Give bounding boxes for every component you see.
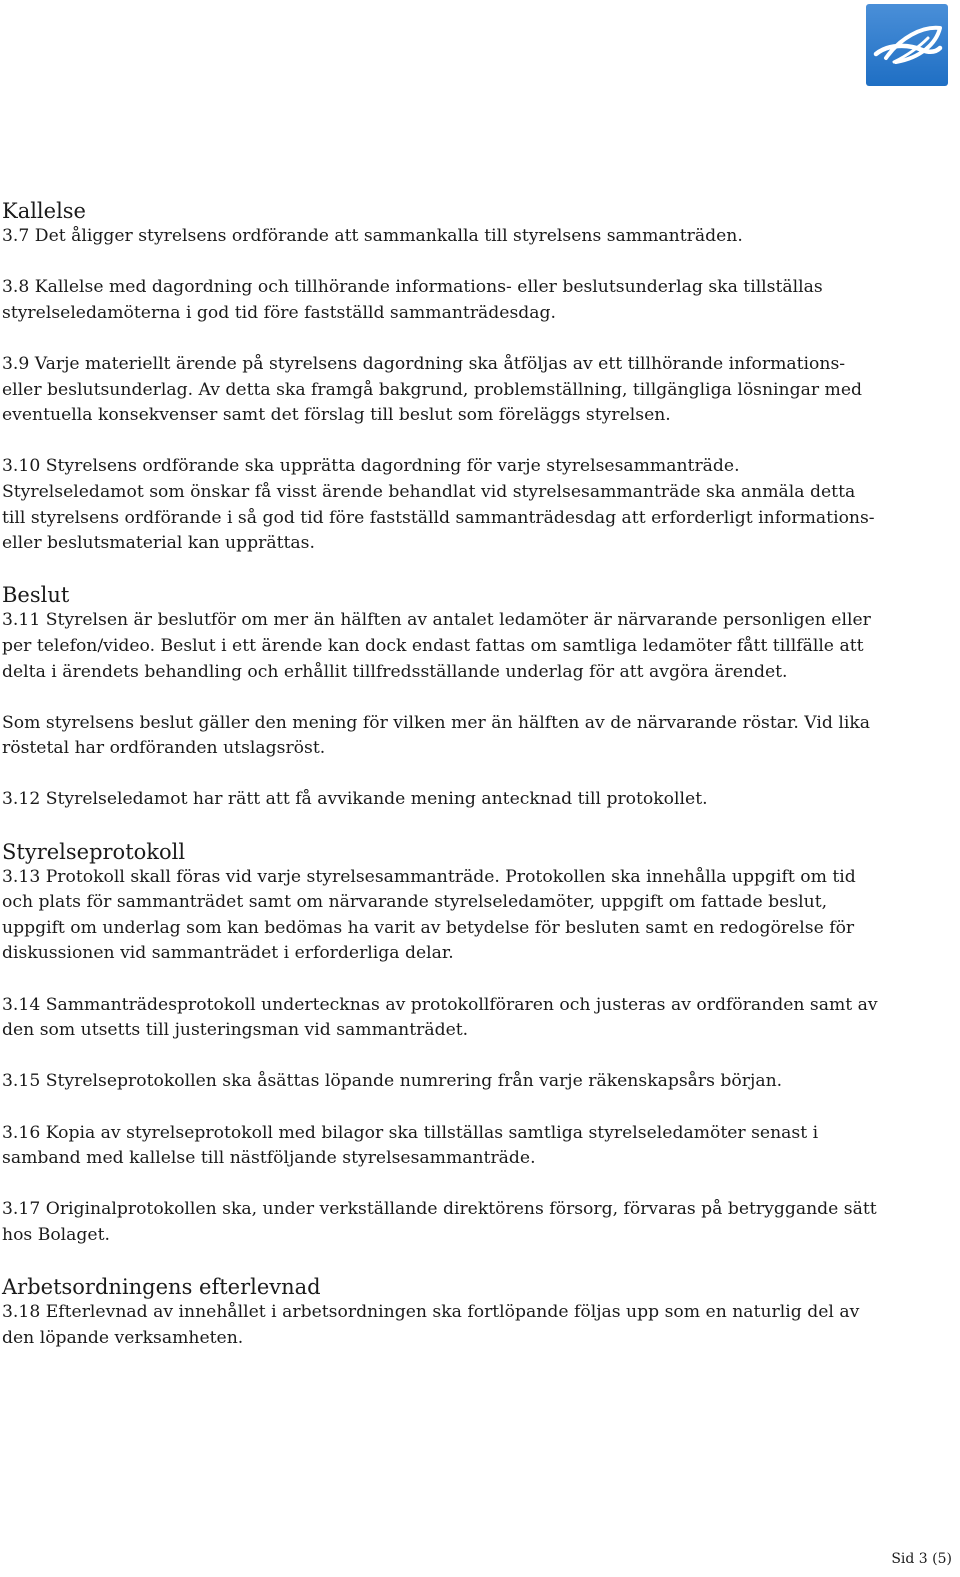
paragraph-3-15: 3.15 Styrelseprotokollen ska åsättas löpande numrering från varje räkenskapsårs början.: [2, 1071, 783, 1092]
paragraph-3-7: 3.7 Det åligger styrelsens ordförande att sammankalla till styrelsens sammanträden.: [2, 226, 743, 246]
section-heading-kallelse: Kallelse: [2, 199, 86, 223]
section-heading-styrelseprotokoll: Styrelseprotokoll: [2, 839, 186, 864]
paragraph-3-11: 3.11 Styrelsen är beslutför om mer än hälften av antalet ledamöter är närvarande personligen eller per telefon/video. Beslut i ett ärende kan dock endast fattas om samtliga ledamöter fått tillfälle att delta i ärendets behandling och erhållit tillfredsställande underlag för att avgöra ärendet.: [2, 610, 871, 682]
document-body: [2, 198, 882, 1377]
section-heading-beslut: Beslut: [2, 583, 70, 608]
paragraph-3-10: 3.10 Styrelsens ordförande ska upprätta dagordning för varje styrelsesammanträde. Styrelseledamot som önskar få visst ärende behandlat vid styrelsesammanträde ska anmäla detta till styrelsens ordförande i så god tid före fastställd sammanträdesdag att erforderligt informations- eller beslutsmaterial kan upprättas.: [2, 456, 875, 554]
paragraph-3-16: 3.16 Kopia av styrelseprotokoll med bilagor ska tillställas samtliga styrelseledamöter senast i samband med kallelse till nästföljande styrelsesammanträde.: [2, 1122, 819, 1169]
section-heading-arbetsordningens-efterlevnad: Arbetsordningens efterlevnad: [2, 1275, 321, 1300]
paragraph-3-9: 3.9 Varje materiellt ärende på styrelsens dagordning ska åtföljas av ett tillhörande informations- eller beslutsunderlag. Av detta ska framgå bakgrund, problemställning, tillgängliga lösningar med eventuella konsekvenser samt det förslag till beslut som föreläggs styrelsen.: [2, 353, 863, 426]
paragraph-majority-vote: Som styrelsens beslut gäller den mening för vilken mer än hälften av de närvarande röstar. Vid lika röstetal har ordföranden utslagsröst.: [2, 712, 871, 759]
paragraph-3-18: 3.18 Efterlevnad av innehållet i arbetsordningen ska fortlöpande följas upp som en naturlig del av den löpande verksamheten.: [2, 1302, 860, 1348]
paragraph-3-13: 3.13 Protokoll skall föras vid varje styrelsesammanträde. Protokollen ska innehålla uppgift om tid och plats för sammanträdet samt om närvarande styrelseledamöter, uppgift om fattade beslut, uppgift om underlag som kan bedömas ha varit av betydelse för besluten samt en redogörelse för diskussionen vid sammanträdet i erforderliga delar.: [2, 866, 856, 964]
paragraph-3-12: 3.12 Styrelseledamot har rätt att få avvikande mening antecknad till protokollet.: [2, 789, 708, 810]
leaf-logo-graphic: [866, 4, 948, 86]
page-number: Sid 3 (5): [891, 1551, 952, 1567]
paragraph-3-17: 3.17 Originalprotokollen ska, under verkställande direktörens försorg, förvaras på betryggande sätt hos Bolaget.: [2, 1199, 877, 1245]
paragraph-3-14: 3.14 Sammanträdesprotokoll undertecknas av protokollföraren och justeras av ordföranden samt av den som utsetts till justeringsman vid sammanträdet.: [2, 994, 878, 1041]
leaf-logo-icon: [866, 4, 948, 86]
paragraph-3-8: 3.8 Kallelse med dagordning och tillhörande informations- eller beslutsunderlag ska tillställas styrelseledamöterna i god tid före fastställd sammanträdesdag.: [2, 277, 823, 323]
